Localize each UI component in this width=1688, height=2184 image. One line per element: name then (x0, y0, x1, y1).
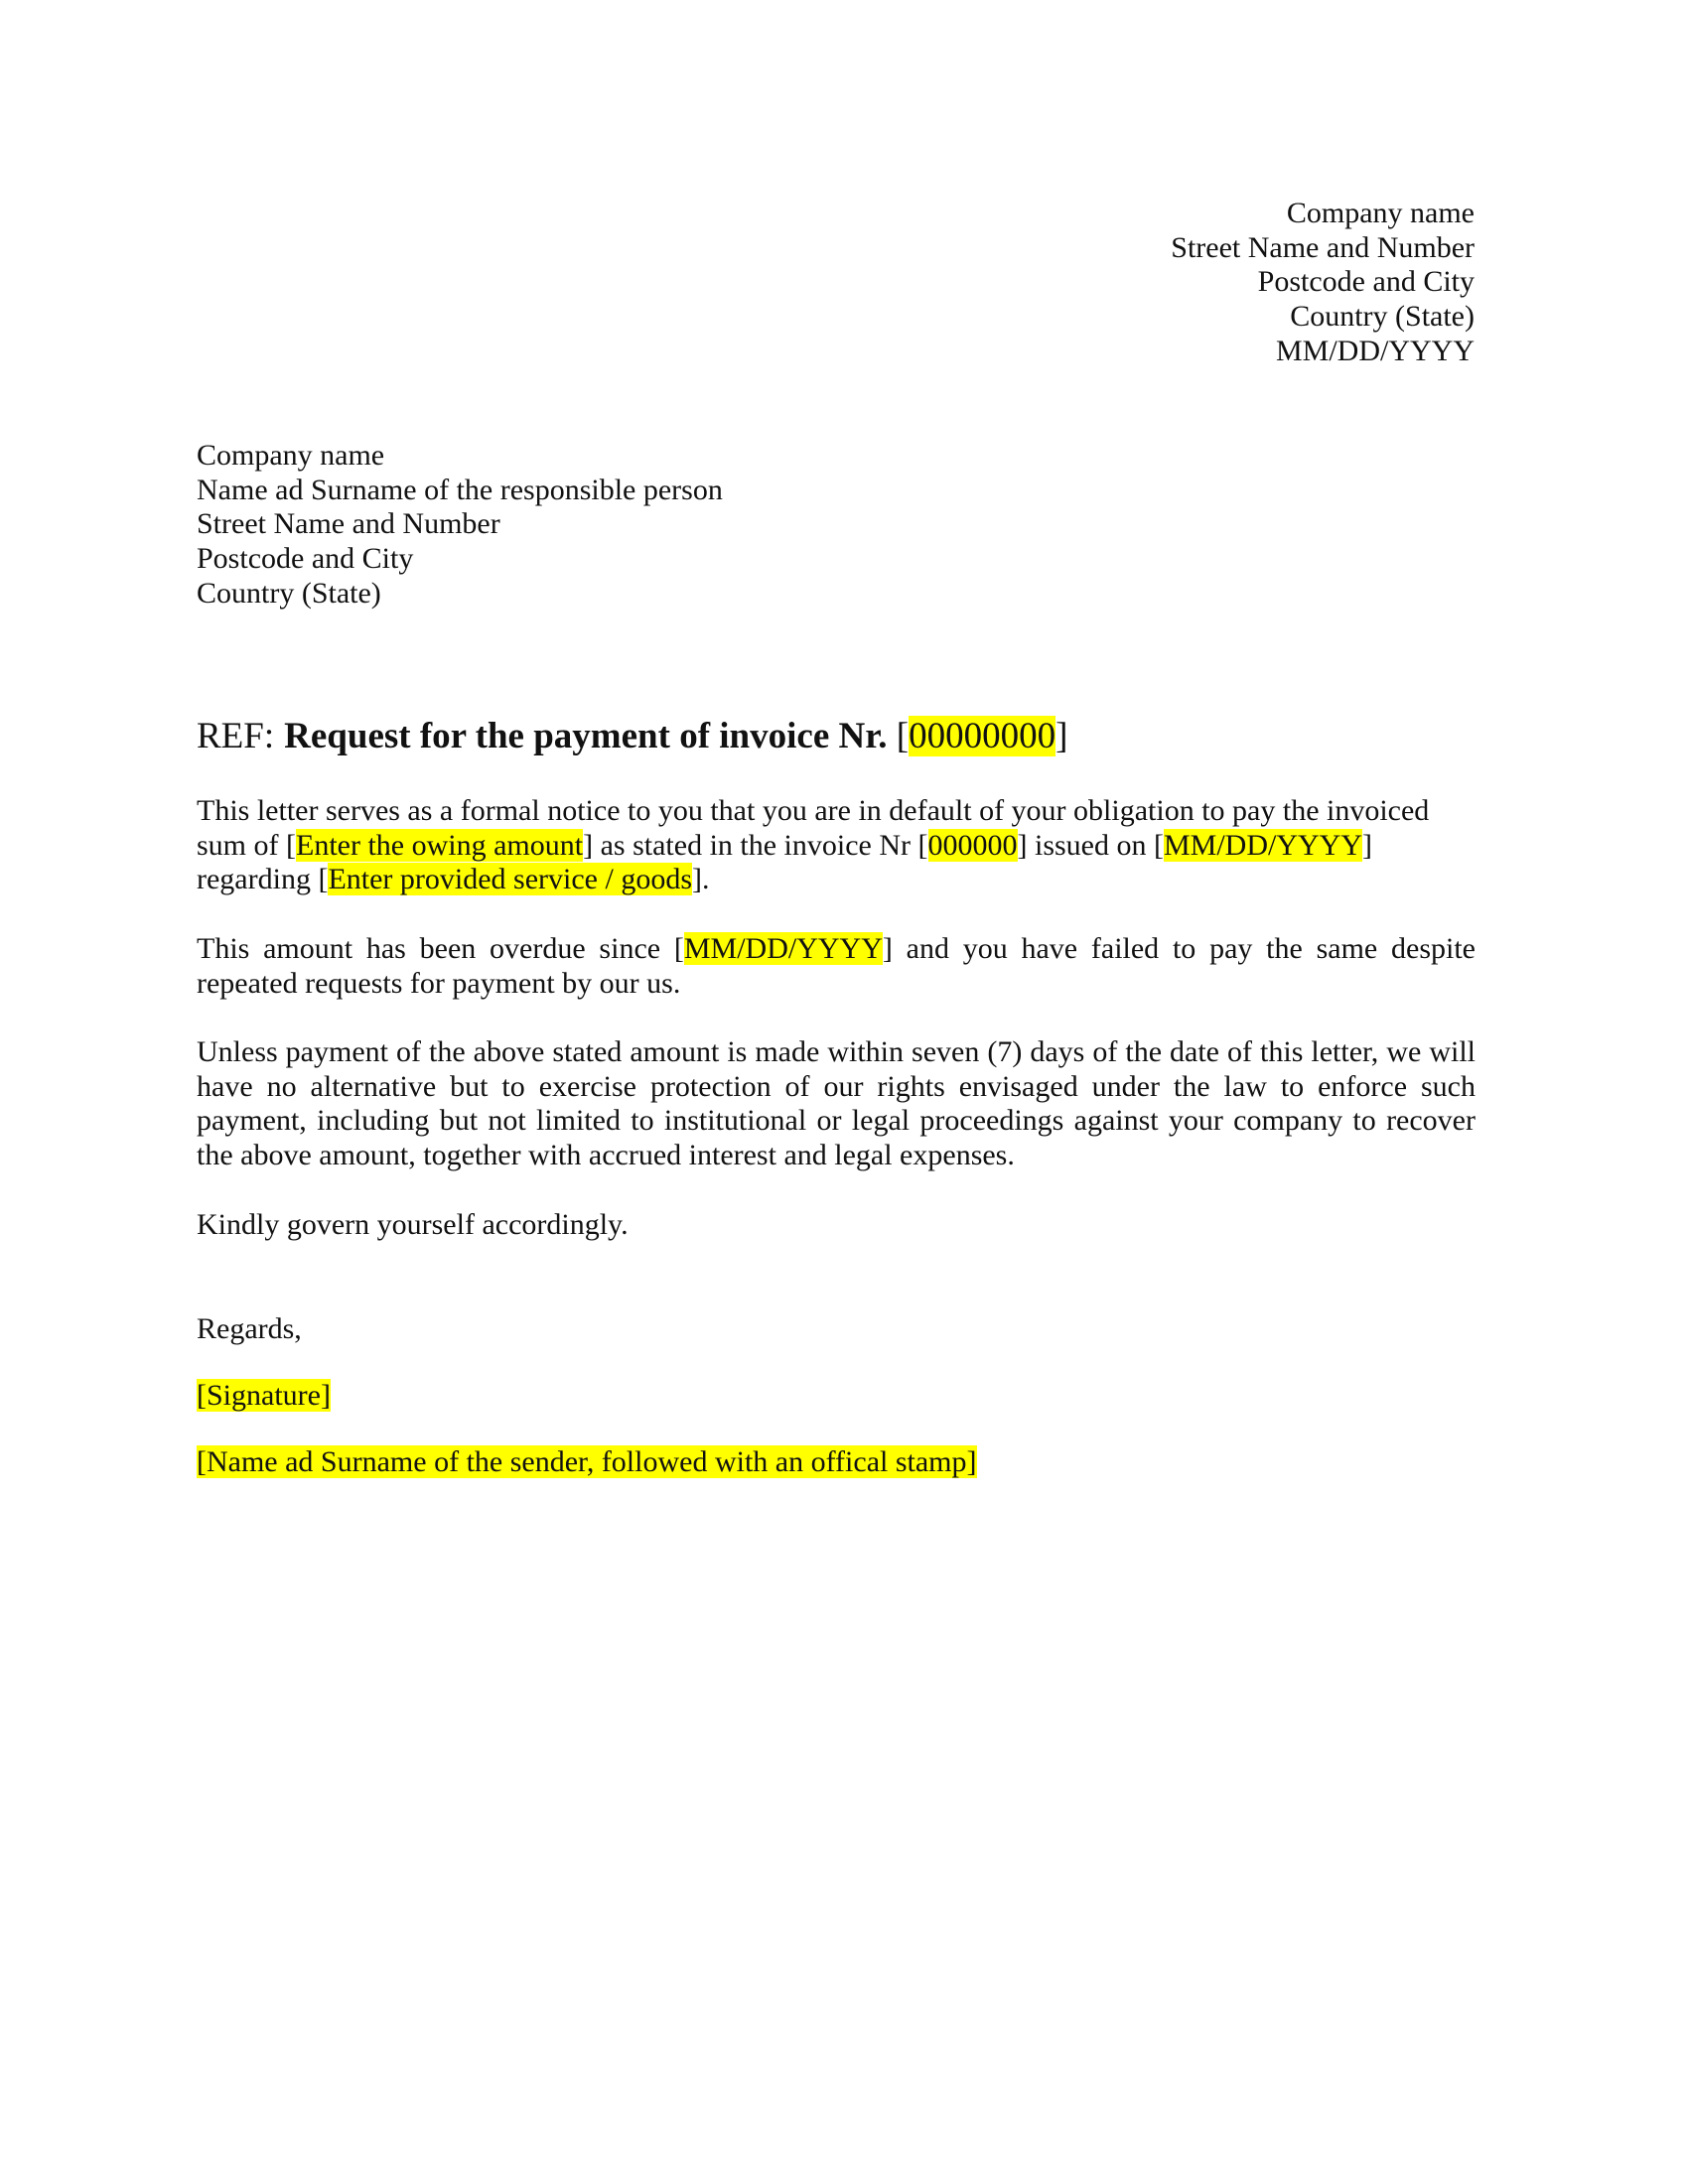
invoice-number-placeholder: 00000000 (909, 716, 1056, 756)
recipient-postcode-city: Postcode and City (197, 542, 414, 576)
signature-placeholder: [Signature] (197, 1379, 331, 1412)
text-segment: ] as stated in the invoice Nr [ (583, 828, 928, 862)
overdue-date-placeholder: MM/DD/YYYY (683, 932, 883, 965)
paragraph-notice (197, 794, 1476, 897)
sender-address-block (1171, 197, 1475, 369)
sender-name-line (197, 1445, 977, 1480)
issue-date-placeholder: MM/DD/YYYY (1163, 828, 1362, 862)
text-segment: This letter serves as a formal notice to you that you are in default of your obligation to pay the invoiced sum of [ (197, 794, 1430, 862)
owing-amount-placeholder: Enter the owing amount (296, 828, 584, 862)
text-segment: ] issued on [ (1017, 828, 1164, 862)
recipient-street: Street Name and Number (197, 507, 500, 541)
recipient-company: Company name (197, 439, 385, 472)
text-segment: ] regarding [ (197, 828, 1372, 896)
text-segment: ]. (692, 863, 710, 896)
text-segment: ] and you have failed to pay the same despite repeated requests for payment by our us. (197, 932, 1476, 1000)
paragraph-overdue (197, 932, 1476, 1001)
bracket-close: ] (1055, 716, 1068, 756)
recipient-address-block (197, 439, 723, 612)
sender-country: Country (State) (1290, 300, 1475, 334)
ref-title: Request for the payment of invoice Nr. (284, 716, 888, 756)
letter-date: MM/DD/YYYY (1275, 334, 1475, 367)
ref-label: REF: (197, 716, 275, 756)
recipient-person: Name ad Surname of the responsible person (197, 473, 723, 506)
invoice-nr-placeholder: 000000 (927, 828, 1018, 862)
reference-line (197, 715, 1067, 758)
signature-placeholder-line (197, 1379, 331, 1414)
service-placeholder: Enter provided service / goods (328, 863, 692, 896)
sender-postcode-city: Postcode and City (1257, 265, 1475, 299)
sender-street: Street Name and Number (1171, 230, 1475, 264)
text-segment: This amount has been overdue since [ (197, 932, 684, 965)
sender-name-placeholder: [Name ad Surname of the sender, followed with an offical stamp] (197, 1445, 977, 1478)
recipient-country: Country (State) (197, 576, 381, 610)
paragraph-warning: Unless payment of the above stated amount is made within seven (7) days of the date of this letter, we will have no alternative but to exercise protection of our rights envisaged under the law to enforce such payment, including but not limited to institutional or legal proceedings against your company to recover the above amount, together with accrued interest and legal expenses. (197, 1035, 1476, 1172)
sender-company: Company name (1286, 197, 1475, 229)
bracket-open: [ (887, 716, 910, 756)
regards: Regards, (197, 1312, 302, 1345)
paragraph-closing-remark: Kindly govern yourself accordingly. (197, 1208, 629, 1241)
